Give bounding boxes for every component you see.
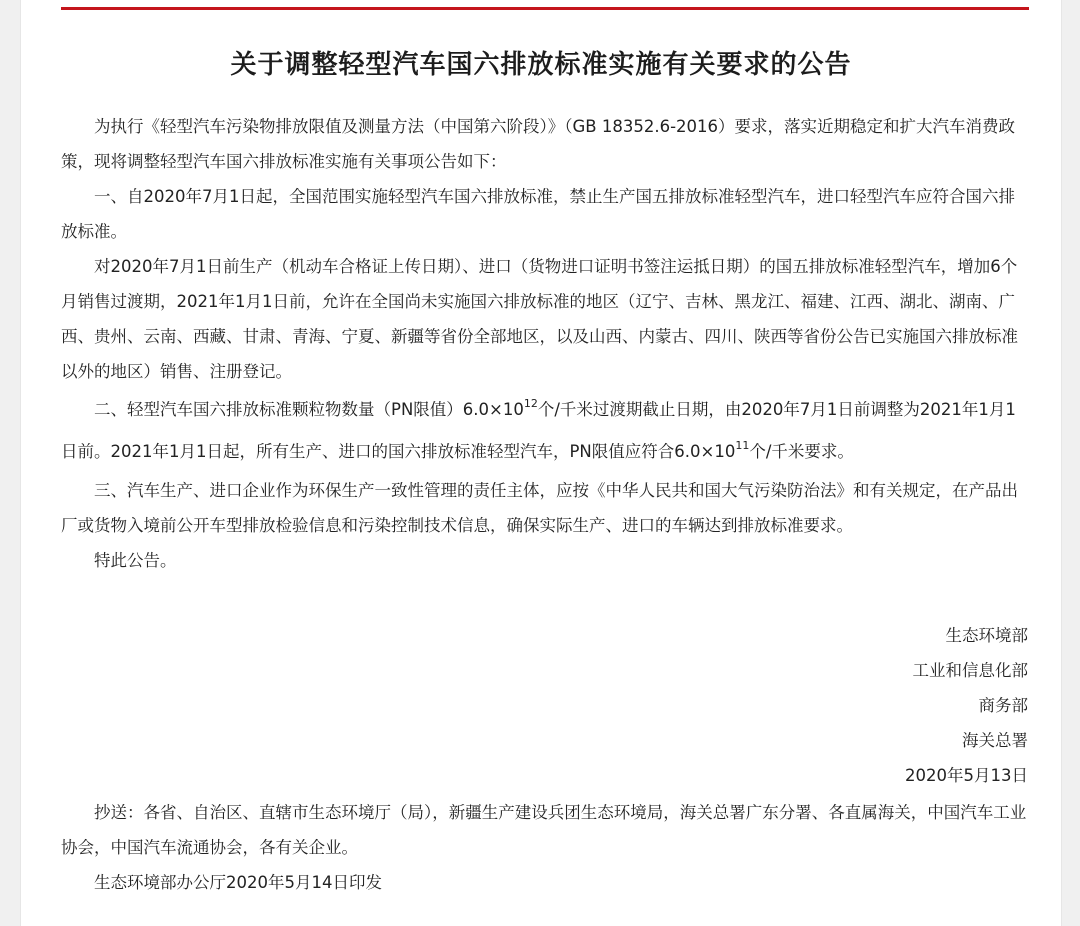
document-title: 关于调整轻型汽车国六排放标准实施有关要求的公告 (230, 50, 852, 80)
intro-paragraph: 为执行《轻型汽车污染物排放限值及测量方法（中国第六阶段）》（GB 18352.6-2016）要求，落实近期稳定和扩大汽车消费政策，现将调整轻型汽车国六排放标准实施有关事项公告如下： (61, 117, 1016, 171)
signatory: 海关总署 (962, 731, 1028, 750)
document-body (61, 109, 1029, 578)
item-2-text-b: 个/千米过渡期截止日期，由2020年7月1日前调整为2021年1月1日前。2021年1月1日起，所有生产、进口的国六排放标准轻型汽车，PN限值应符合6.0×10 (61, 400, 1016, 461)
item-1-sub-paragraph: 对2020年7月1日前生产（机动车合格证上传日期）、进口（货物进口证明书签注运抵日期）的国五排放标准轻型汽车，增加6个月销售过渡期，2021年1月1日前，允许在全国尚未实施国六排放标准的地区（辽宁、吉林、黑龙江、福建、江西、湖北、湖南、广西、贵州、云南、西藏、甘肃、青海、宁夏、新疆等省份全部地区，以及山西、内蒙古、四川、陕西等省份公告已实施国六排放标准以外的地区）销售、注册登记。 (61, 257, 1018, 381)
item-2-text-a: 二、轻型汽车国六排放标准颗粒物数量（PN限值）6.0×10 (94, 400, 524, 419)
document-footer (61, 795, 1029, 900)
signature-date: 2020年5月13日 (905, 766, 1028, 785)
item-2-exponent-2: 11 (735, 439, 750, 452)
signatory: 工业和信息化部 (912, 661, 1028, 680)
header-red-rule (61, 7, 1029, 10)
item-2-text-c: 个/千米要求。 (749, 442, 854, 461)
item-2-paragraph (61, 389, 1029, 473)
issued-line: 生态环境部办公厅2020年5月14日印发 (94, 873, 382, 892)
item-3-paragraph: 三、汽车生产、进口企业作为环保生产一致性管理的责任主体，应按《中华人民共和国大气污染防治法》和有关规定，在产品出厂或货物入境前公开车型排放检验信息和污染控制技术信息，确保实际生产、进口的车辆达到排放标准要求。 (61, 481, 1018, 535)
signatory: 生态环境部 (945, 626, 1028, 645)
signature-block (728, 618, 1028, 793)
document-page (20, 0, 1062, 926)
item-1-paragraph: 一、自2020年7月1日起，全国范围实施轻型汽车国六排放标准，禁止生产国五排放标准轻型汽车，进口轻型汽车应符合国六排放标准。 (61, 187, 1015, 241)
item-2-exponent-1: 12 (523, 397, 538, 410)
signatory: 商务部 (978, 696, 1028, 715)
cc-list: 抄送：各省、自治区、直辖市生态环境厅（局），新疆生产建设兵团生态环境局，海关总署广东分署、各直属海关，中国汽车工业协会，中国汽车流通协会，各有关企业。 (61, 803, 1027, 857)
closing-text: 特此公告。 (94, 551, 177, 570)
